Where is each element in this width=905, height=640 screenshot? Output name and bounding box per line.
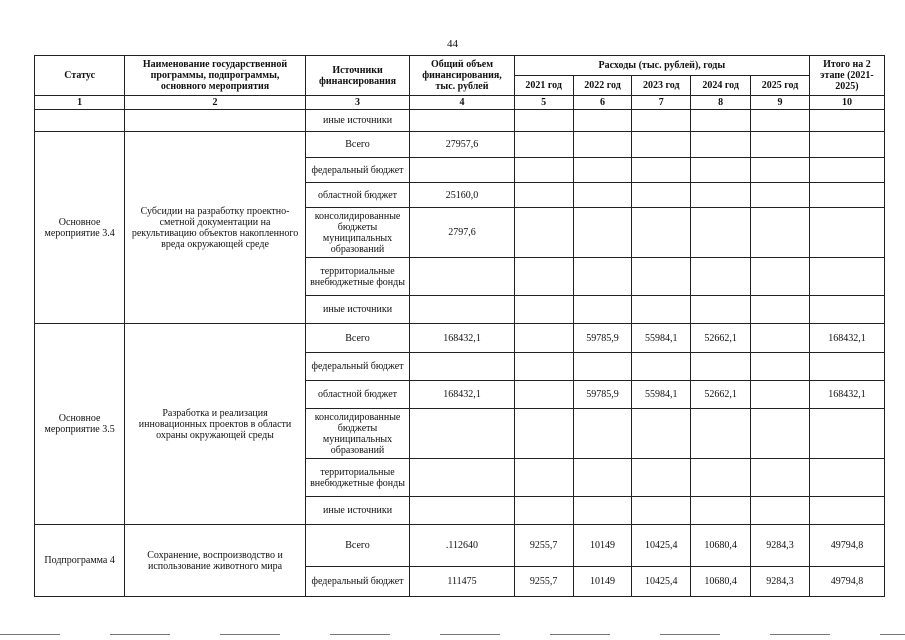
source-cell: территориальные внебюджетные фонды <box>305 459 409 497</box>
itogo-cell <box>809 158 884 183</box>
year-2022-cell <box>573 409 632 459</box>
source-cell: Всего <box>305 132 409 158</box>
source-cell: Всего <box>305 525 409 567</box>
header-year-2025: 2025 год <box>751 76 810 96</box>
year-2021-cell <box>514 381 573 409</box>
year-2022-cell <box>573 258 632 296</box>
year-2023-cell <box>632 409 691 459</box>
year-2022-cell: 10149 <box>573 567 632 597</box>
source-cell: консолидированные бюджеты муниципальных образований <box>305 208 409 258</box>
column-index: 2 <box>125 96 306 110</box>
year-2021-cell <box>514 353 573 381</box>
table-row <box>35 525 885 567</box>
page-number: 44 <box>447 38 458 50</box>
status-cell: Основное мероприятие 3.5 <box>35 324 125 525</box>
itogo-cell <box>809 497 884 525</box>
year-2025-cell <box>751 158 810 183</box>
year-2022-cell: 59785,9 <box>573 381 632 409</box>
year-2023-cell <box>632 132 691 158</box>
status-cell: Основное мероприятие 3.4 <box>35 132 125 324</box>
itogo-cell <box>809 296 884 324</box>
year-2023-cell <box>632 158 691 183</box>
status-cell: Подпрограмма 4 <box>35 525 125 597</box>
header-sources: Источники финансирования <box>305 56 409 96</box>
year-2022-cell <box>573 183 632 208</box>
column-index: 6 <box>573 96 632 110</box>
source-cell: федеральный бюджет <box>305 567 409 597</box>
total-cell <box>410 459 514 497</box>
year-2021-cell <box>514 208 573 258</box>
year-2022-cell <box>573 296 632 324</box>
year-2025-cell: 9284,3 <box>751 567 810 597</box>
year-2024-cell <box>691 409 751 459</box>
header-itogo: Итого на 2 этапе (2021-2025) <box>809 56 884 96</box>
year-2025-cell <box>751 324 810 353</box>
itogo-cell <box>809 459 884 497</box>
year-2021-cell <box>514 258 573 296</box>
year-2022-cell <box>573 208 632 258</box>
year-2024-cell <box>691 459 751 497</box>
year-2021-cell <box>514 459 573 497</box>
total-cell: 111475 <box>410 567 514 597</box>
source-cell: федеральный бюджет <box>305 158 409 183</box>
year-2023-cell: 10425,4 <box>632 525 691 567</box>
source-cell: консолидированные бюджеты муниципальных образований <box>305 409 409 459</box>
year-2022-cell <box>573 110 632 132</box>
year-2024-cell: 52662,1 <box>691 381 751 409</box>
year-2023-cell <box>632 208 691 258</box>
year-2023-cell <box>632 183 691 208</box>
year-2022-cell <box>573 132 632 158</box>
itogo-cell: 49794,8 <box>809 567 884 597</box>
header-year-2022: 2022 год <box>573 76 632 96</box>
source-cell: иные источники <box>305 497 409 525</box>
header-expenses: Расходы (тыс. рублей), годы <box>514 56 809 76</box>
total-cell <box>410 497 514 525</box>
total-cell: 2797,6 <box>410 208 514 258</box>
year-2021-cell <box>514 497 573 525</box>
total-cell: 27957,6 <box>410 132 514 158</box>
source-cell: Всего <box>305 324 409 353</box>
total-cell: .112640 <box>410 525 514 567</box>
table-body <box>35 110 885 597</box>
year-2023-cell <box>632 110 691 132</box>
header-year-2021: 2021 год <box>514 76 573 96</box>
column-index: 4 <box>410 96 514 110</box>
year-2021-cell: 9255,7 <box>514 525 573 567</box>
itogo-cell: 49794,8 <box>809 525 884 567</box>
itogo-cell <box>809 409 884 459</box>
itogo-cell <box>809 132 884 158</box>
budget-table <box>34 55 885 597</box>
column-index: 3 <box>305 96 409 110</box>
total-cell <box>410 110 514 132</box>
year-2022-cell <box>573 353 632 381</box>
header-status: Статус <box>35 56 125 96</box>
year-2025-cell <box>751 132 810 158</box>
year-2023-cell: 55984,1 <box>632 324 691 353</box>
year-2025-cell <box>751 409 810 459</box>
year-2024-cell <box>691 208 751 258</box>
year-2023-cell <box>632 459 691 497</box>
year-2025-cell <box>751 497 810 525</box>
year-2022-cell <box>573 497 632 525</box>
header-year-2024: 2024 год <box>691 76 751 96</box>
name-cell: Субсидии на разработку проектно-сметной документации на рекультивацию объектов накопленного вреда окружающей среде <box>125 132 306 324</box>
itogo-cell <box>809 110 884 132</box>
itogo-cell: 168432,1 <box>809 381 884 409</box>
source-cell: федеральный бюджет <box>305 353 409 381</box>
year-2024-cell <box>691 258 751 296</box>
column-index: 10 <box>809 96 884 110</box>
year-2025-cell <box>751 208 810 258</box>
year-2023-cell <box>632 353 691 381</box>
itogo-cell <box>809 183 884 208</box>
source-cell: иные источники <box>305 296 409 324</box>
year-2024-cell: 10680,4 <box>691 525 751 567</box>
itogo-cell <box>809 258 884 296</box>
source-cell: областной бюджет <box>305 183 409 208</box>
total-cell <box>410 353 514 381</box>
column-index: 1 <box>35 96 125 110</box>
year-2025-cell <box>751 110 810 132</box>
year-2025-cell <box>751 296 810 324</box>
status-cell <box>35 110 125 132</box>
column-index: 9 <box>751 96 810 110</box>
header-name: Наименование государственной программы, подпрограммы, основного мероприятия <box>125 56 306 96</box>
year-2025-cell <box>751 353 810 381</box>
year-2025-cell <box>751 183 810 208</box>
column-index: 7 <box>632 96 691 110</box>
year-2024-cell <box>691 183 751 208</box>
name-cell <box>125 110 306 132</box>
table-row <box>35 324 885 353</box>
total-cell <box>410 409 514 459</box>
year-2021-cell <box>514 110 573 132</box>
year-2025-cell <box>751 381 810 409</box>
year-2021-cell <box>514 183 573 208</box>
year-2025-cell <box>751 459 810 497</box>
total-cell <box>410 158 514 183</box>
table-row <box>35 132 885 158</box>
itogo-cell: 168432,1 <box>809 324 884 353</box>
year-2024-cell: 52662,1 <box>691 324 751 353</box>
column-index: 5 <box>514 96 573 110</box>
year-2024-cell <box>691 497 751 525</box>
year-2023-cell <box>632 296 691 324</box>
header-year-2023: 2023 год <box>632 76 691 96</box>
year-2024-cell <box>691 132 751 158</box>
year-2021-cell <box>514 158 573 183</box>
year-2021-cell <box>514 296 573 324</box>
year-2023-cell <box>632 258 691 296</box>
year-2024-cell <box>691 353 751 381</box>
year-2023-cell: 10425,4 <box>632 567 691 597</box>
name-cell: Сохранение, воспроизводство и использование животного мира <box>125 525 306 597</box>
year-2022-cell <box>573 459 632 497</box>
scan-edge-line <box>0 634 905 635</box>
source-cell: территориальные внебюджетные фонды <box>305 258 409 296</box>
itogo-cell <box>809 353 884 381</box>
year-2023-cell: 55984,1 <box>632 381 691 409</box>
year-2023-cell <box>632 497 691 525</box>
year-2024-cell <box>691 296 751 324</box>
itogo-cell <box>809 208 884 258</box>
year-2021-cell <box>514 324 573 353</box>
total-cell: 168432,1 <box>410 324 514 353</box>
total-cell <box>410 296 514 324</box>
total-cell: 168432,1 <box>410 381 514 409</box>
year-2021-cell: 9255,7 <box>514 567 573 597</box>
year-2024-cell: 10680,4 <box>691 567 751 597</box>
year-2024-cell <box>691 158 751 183</box>
year-2022-cell: 59785,9 <box>573 324 632 353</box>
year-2021-cell <box>514 132 573 158</box>
total-cell <box>410 258 514 296</box>
name-cell: Разработка и реализация инновационных проектов в области охраны окружающей среды <box>125 324 306 525</box>
year-2021-cell <box>514 409 573 459</box>
year-2025-cell <box>751 258 810 296</box>
total-cell: 25160,0 <box>410 183 514 208</box>
source-cell: иные источники <box>305 110 409 132</box>
year-2022-cell: 10149 <box>573 525 632 567</box>
source-cell: областной бюджет <box>305 381 409 409</box>
year-2024-cell <box>691 110 751 132</box>
header-total-volume: Общий объем финансирования, тыс. рублей <box>410 56 514 96</box>
table-row <box>35 110 885 132</box>
year-2025-cell: 9284,3 <box>751 525 810 567</box>
column-index: 8 <box>691 96 751 110</box>
year-2022-cell <box>573 158 632 183</box>
